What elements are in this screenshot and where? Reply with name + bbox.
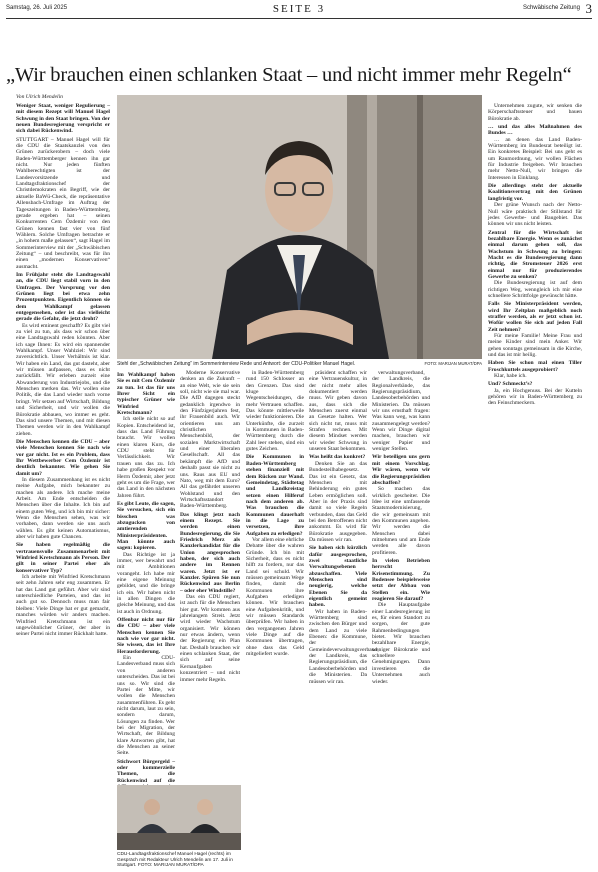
question-paragraph: Wir beteiligen uns gern mit einem Vorschlag. Wir wären, wenn wir die Regierungspräsidien abschaffen? xyxy=(372,454,430,486)
publication-name: Schwäbische Zeitung xyxy=(522,5,580,11)
section-title: SEITE 3 xyxy=(272,3,326,15)
body-paragraph: Die Bundesregierung ist auf dem richtigen Weg, wenngleich ich mir eine schnellere Schrittfolge gewünscht hätte. xyxy=(488,280,582,299)
byline: Von Ulrich Mendelin xyxy=(16,94,63,100)
body-paragraph: Denken Sie an das Bundesteilhabegesetz. Das ist ein Gesetz, das Menschen mit Behinderung ein gutes Leben ermöglichen soll. Aber in der Praxis sind damit so viele Regeln verbunden, dass das Geld bei den Betroffenen nicht ankommt. Es wird für Bürokratie ausgegeben. Da müssen wir ran. xyxy=(309,460,367,543)
body-paragraph: Das Richtige ist ja immer, wer bewahrt und mit Ambitionen vorangeht. Ich habe mir eine eigene Meinung gebildet, und die bringe ich ein. Wir haben nicht in allen Dingen die gleiche Meinung, und das ist auch in Ordnung. xyxy=(117,551,175,615)
main-photo xyxy=(117,95,482,359)
question-paragraph: Stichwort Bürgergeld – oder kommerzielle Themen, die Rückenwind auf die xyxy=(117,758,175,784)
body-paragraph: Es wird eminent geschafft? Es gibt viel zu viel zu tun, als dass wir schon über eine Landtagswahl reden könnten. Aber ich sage Ihnen: Es wird ein spannender Wahlkampf. Unser Wahlziel: Wir sind zuversichtlich. Unser Verhältnis ist klar. Wir haben ein Land, das gut dasteht, aber wir müssen aufpassen, dass es nicht zurückfällt. Wir erleben zurzeit eine Abwanderung von Industriejobs, und die Menschen merken das. Wir wollen eine Politik, die das Land wieder nach vorne bringt. Wir setzen auf Wirtschaft, Bildung und Sicherheit, und wir wollen die Bürokratie abbauen, wo immer es geht. Das sind unsere Themen, und mit diesen Themen werden wir in den Wahlkampf ziehen. xyxy=(16,322,110,437)
question-paragraph: Das klingt jetzt nach einem Rezept. Sie werden einen Bundesregierung, die Sie Friedrich Merz als Kanzlerkandidat für die Union angesprochen haben, der sich auch andere im Rennen waren. Jetzt ist er Kanzler. Spüren Sie nun Rückenwind aus Berlin – oder eher Windstille? xyxy=(180,511,240,594)
photo-credit: FOTO: MARIJAN MURAT/DPA xyxy=(424,361,482,366)
column-4 xyxy=(246,370,304,865)
body-paragraph: präsident schaffen wir eine Vertrauenskultur, in der nicht mehr alles dokumentiert werden muss. Wir geben davon aus, dass sich die Menschen zuerst einmal an Gesetze halten. Wer sich nicht tut, muss mit Strafen rechnen. Mit diesem Mindset werden wir wieder Schwung in unseren Staat bekommen. xyxy=(309,370,367,453)
body-paragraph: Wir haben in Baden-Württemberg sind zwischen den Bürger und dem Land zu viele Ebenen: die Kommune, der Gemeindeverwaltungsverband, der Landkreis, das Regierungspräsidium, die Landesoberbehörden und die Ministerien. Da müssen wir ran. xyxy=(309,608,379,685)
body-paragraph: Vor allem eine ehrliche Debatte über die wahren Gründe. Ich bin mit Sicherheit, dass es nicht hilft zu fordern, nur das Land sei schuld. Wir müssen gemeinsam Wege finden, damit die Kommunen ihre Aufgaben erledigen können. Wir brauchen eine Aufgabenkritik, und wir müssen Standards überprüfen. Wir haben in den vergangenen Jahren viele Dinge auf die Kommunen übertragen, ohne dass das Geld mitgeliefert wurde. xyxy=(246,536,304,658)
question-paragraph: In vielen Betrieben herrscht Krisenstimmung. Zu Bodensee beispielsweise setzt der Abbau von Stellen ein. Wie reagieren Sie darauf? xyxy=(372,557,430,603)
body-paragraph: So machen das wirklich gescheiter. Die Idee ist eine umfassende Staatsmodernisierung, die wir gemeinsam mit den Kommunen angehen. Wir werden die Menschen dabei mitnehmen und am Ende werden alle davon profitieren. xyxy=(372,486,430,556)
body-paragraph: Ja, ein Hochgenuss. Bei der Kutteln gehören wir in Baden-Württemberg zu den Feinschmeckern. xyxy=(488,387,582,407)
column-3 xyxy=(180,370,240,780)
question-paragraph: Und? Schmeckt’s? xyxy=(488,381,533,388)
body-paragraph: Ich arbeite mit Winfried Kretschmann seit zehn Jahren sehr eng zusammen. Er hat das Land gut geführt. Aber wir sind unterschiedliche Parteien, und das ist auch gut so. Dennoch muss man fair bleiben: Viele Dinge hat er gut gemacht, manches würden wir anders machen. Winfried Kretschmann ist ein ungewöhnlicher Grüner, der aber in seiner Partei nicht immer Rückhalt hatte. xyxy=(16,574,110,638)
page-number: 3 xyxy=(585,1,592,16)
question-paragraph: Falls Sie Ministerpräsident werden, wird Ihr Zeitplan maßgeblich noch straffer werden, als er jetzt schon ist. Wofür wollen Sie sich auf jeden Fall Zeit nehmen? xyxy=(488,301,582,333)
caption-text: Stehl der „Schwäbischen Zeitung“ im Sommerinterview Rede und Antwort: der CDU-Politiker Manuel Hagel. xyxy=(117,361,356,367)
body-paragraph: … an denen das Land Baden-Württemberg im Bundesrat beteiligt ist. Ein konkretes Beispiel: Bei uns geht es um Raumordnung, wir wollen Flächen für Industrie freigeben. Wir brauchen mehr Netto-Null, wir bringen die Interessen in Einklang. xyxy=(488,136,582,181)
question-paragraph: Im Frühjahr steht die Landtagswahl an, die CDU liegt stabil vorn in den Umfragen. Der Vorsprung vor den Grünen liegt bei etwa zehn Prozentpunkten. Eigentlich können sie dem Wahlkampf gelassen entgegensehen, oder ist das vielleicht gerade die Gefahr, die jetzt droht? xyxy=(16,271,110,323)
question-paragraph: Offenbar nicht nur für die CDU – aber viele Menschen kennen Sie nach wie vor gar nicht. Sie wissen, das ist Ihre Herausforderung. xyxy=(117,617,175,655)
column-6 xyxy=(372,370,430,865)
body-paragraph: Für meine Familie! Meine Frau und meine Kinder sind mein Anker. Wir gehen sonntags gemeinsam in die Kirche, und das ist mir heilig. xyxy=(488,333,582,359)
question-paragraph: Die Kommunen in Baden-Württemberg stehen finanziell mit dem Rücken zur Wand. Gemeindetag, Städtetag und Landkreistag setzen einen Hilferuf nach dem anderen ab. Was brauchen die Kommunen dauerhaft in die Lage zu versetzen, ihre Aufgaben zu erledigen? xyxy=(246,454,304,537)
body-paragraph: Ein CDU-Landesverband muss sich von anderen unterscheiden. Das ist bei uns so. Wir sind die Partei der Mitte, wir wollen die Menschen zusammenführen. Es geht nicht darum, laut zu sein, sondern darum, Lösungen zu finden. Wer bei der Migration, der Wirtschaft, der Bildung klare Antworten gibt, hat die Menschen an seiner Seite. xyxy=(117,655,175,757)
body-paragraph: in Baden-Württemberg rund 150 Schlosser an den Grenzen. Das sind kluge Wegentscheidungen, die mehr Vertrauen schaffen. Das könnte mittlerweile wieder funktionieren. Die Unterkünfte, die zurzeit in Kommunen in Baden-Württemberg durch die Zahl leer stehen, sind ein gutes Zeichen. xyxy=(246,370,304,453)
question-paragraph: Es gibt Leute, die sagen, Sie versuchen, sich ein bisschen was abzugucken von amtierenden Ministerpräsidenten. Man könnte auch sagen: kopieren. xyxy=(117,500,175,552)
main-photo-caption xyxy=(117,361,482,367)
question-paragraph: Die allerdings steht der aktuelle Koalitionsvertrag mit den Grünen langfristig vor. xyxy=(488,183,582,202)
body-paragraph: Moderne Konservative denken an die Zukunft – an eine Welt, wie sie sein soll, nicht wie sie mal war. Die AfD dagegen steckt gedanklich irgendwo in den Fünfzigerjahren fest, ihr Frauenbild auch. Wir orientieren uns am christlichen Menschenbild, der sozialen Marktwirtschaft und einer liberalen Gesellschaft. All das bekämpft die AfD und deshalb passt sie nicht zu uns. Raus aus EU und Nato, weg mit dem Euro? All das gefährdet unseren Wohlstand und den Wirtschaftsstandort Baden-Württemberg. xyxy=(180,370,240,510)
headline: „Wir brauchen einen schlanken Staat – und nicht immer mehr Regeln“ xyxy=(6,64,572,86)
body-paragraph: Die Hauptaufgabe einer Landesregierung ist es, für einen Standort zu sorgen, der gute Rahmenbedingungen bietet. Wir brauchen bezahlbare Energie, weniger Bürokratie und schnellere Genehmigungen. Dann investieren die Unternehmen auch wieder. xyxy=(372,602,430,685)
column-7 xyxy=(488,103,582,865)
secondary-photo-caption xyxy=(117,852,243,869)
question-paragraph: Zentral für die Wirtschaft ist bezahlbare Energie. Wenn es zunächst einmal darum gehen soll, das Wachstum in Schwung zu bringen: Macht es die Bundesregierung dann richtig, die Stromsteuer 2026 erst einmal nur für produzierendes Gewerbe zu senken? xyxy=(488,229,582,280)
question-paragraph: Im Wahlkampf haben Sie es mit Cem Özdemir zu tun. Ist das für uns Ihrer Sicht ein typischer Grüner wie Winfried Kretschmann? xyxy=(117,372,175,417)
lead-paragraph: Weniger Staat, weniger Regulierung – mit diesem Rezept will Manuel Hagel Schwung in den Staat bringen. Von der neuen Bundesregierung verspricht er sich dabei Rückenwind. xyxy=(16,103,110,135)
body-paragraph: Das ein CDU regiert, ist auch für die Menschen hier gut. Wir kommen aus jahrelangem Streit. Jetzt wird wieder Wachstum organisiert. Wir können nur etwas ändern, wenn der Regierung ein Plan hat. Deshalb brauchen wir einen schlanken Staat, der sich auf seine Kernaufgaben konzentriert – und nicht immer mehr Regeln. xyxy=(180,594,240,683)
body-paragraph: Ich stelle nicht so auf Kopien. Entscheidend ist, dass das Land Führung braucht. Wir wollen einen klaren Kurs, die CDU steht für Verlässlichkeit. Wir trauen uns das zu. Ich habe großen Respekt vor Herrn Özdemir, aber jetzt geht es um die Frage, wer das Land in den nächsten Jahren führt. xyxy=(117,416,175,499)
question-paragraph: Sie haben regelmäßig die vertrauensvolle Zusammenarbeit mit Winfried Kretschmann als Person. Der gilt in seiner Partei eher als konservativer Typ? xyxy=(16,542,110,574)
secondary-photo xyxy=(117,785,241,850)
question-paragraph: Sie haben sich kürzlich dafür ausgesprochen, zwei staatliche Verwaltungsebenen abzuschaffen. Viele Menschen sind neugierig, welche Ebenen Sie da eigentlich gemeint haben. xyxy=(309,545,367,609)
question-paragraph: Was heißt das konkret? xyxy=(309,454,366,461)
body-paragraph: Klar, habe ich. xyxy=(494,373,527,380)
body-paragraph: Der grüne Wunsch nach der Netto-Null wäre praktisch der Stillstand für jedes Gewerbe- und Baugebiet. Das können wir uns nicht leisten. xyxy=(488,202,582,228)
column-5 xyxy=(309,370,379,865)
photo-credit: FOTO: MARIJAN MURAT/DPA xyxy=(137,863,204,869)
caption-text: CDU-Landtagsfraktionschef Manuel Hagel (rechts) im Gespräch mit Redakteur Ulrich Mendelin am 17. Juli in Stuttgart. xyxy=(117,852,233,869)
column-1 xyxy=(16,103,110,865)
interview-illustration xyxy=(117,785,241,850)
question-paragraph: Die Menschen kennen die CDU – aber viele Menschen kennen Sie nach wie vor gar nicht. Ist es ein Problem, dass Ihr Wettbewerber Cem Özdemir ist deutlich bekannter. Wie gehen Sie damit um? xyxy=(16,438,110,477)
issue-date: Samstag, 26. Juli 2025 xyxy=(6,5,68,11)
column-2 xyxy=(117,370,175,784)
body-paragraph: verwaltungsverband, der Landkreis, die Regionalverbände, das Regierungspräsidium, Landesoberbehörden und Ministerien. Da müssen wir uns ernsthaft fragen: Was kann weg, was kann zusammengelegt werden? Wenn wir Dinge digital machen, brauchen wir weniger Papier und weniger Stellen. xyxy=(372,370,430,453)
question-paragraph: Haben Sie schon mal einen Tiller Froschkuttels ausgeprobiert? xyxy=(488,360,582,373)
body-paragraph: Unternehmen zugute, wir senken die Körperschaftssteuer und bauen Bürokratie ab. xyxy=(488,103,582,122)
question-paragraph: … und das alles Maßnahmen des Bundes … xyxy=(488,124,582,137)
body-paragraph: STUTTGART – Manuel Hagel will für die CDU die Staatskanzlei von den Grünen zurückerobern – doch viele Baden-Württemberger kennen ihn gar nicht. Nur jeden fünften Wahlberechtigten ist der Landesvorsitzende und Landtagsfraktionschef der Christdemokraten ein Begriff, wie der aktuelle BaWü-Check, die repräsentative Allensbach-Umfrage im Auftrag der Tageszeitungen in Baden-Württemberg, gerade ergeben hat – seinen Konkurrenten Cem Özdemir von den Grünen kennen fast vier von fünf Wählern. Solche Umfragen betrachte er „in hohem maße gelassen“, sagt Hagel im Sommerinterview mit der „Schwäbischen Zeitung“ – und beschreibt, was für ihn einen „modernen Konservativen“ ausmacht. xyxy=(16,136,110,270)
page-header xyxy=(6,0,592,19)
portrait-illustration xyxy=(117,95,482,359)
body-paragraph: In diesem Zusammenhang ist es nicht meine Aufgabe, mich bekannter zu machen als andere. Ich mache meine Arbeit. Am Ende entscheiden die Menschen über die Inhalte. Ich bin auf einem guten Weg, und ich bin mir sicher: Wenn die Menschen sehen, was wir vorhaben, dann werden sie uns auch wählen. Es gibt keinen Automatismus, aber wir haben gute Chancen. xyxy=(16,476,110,541)
